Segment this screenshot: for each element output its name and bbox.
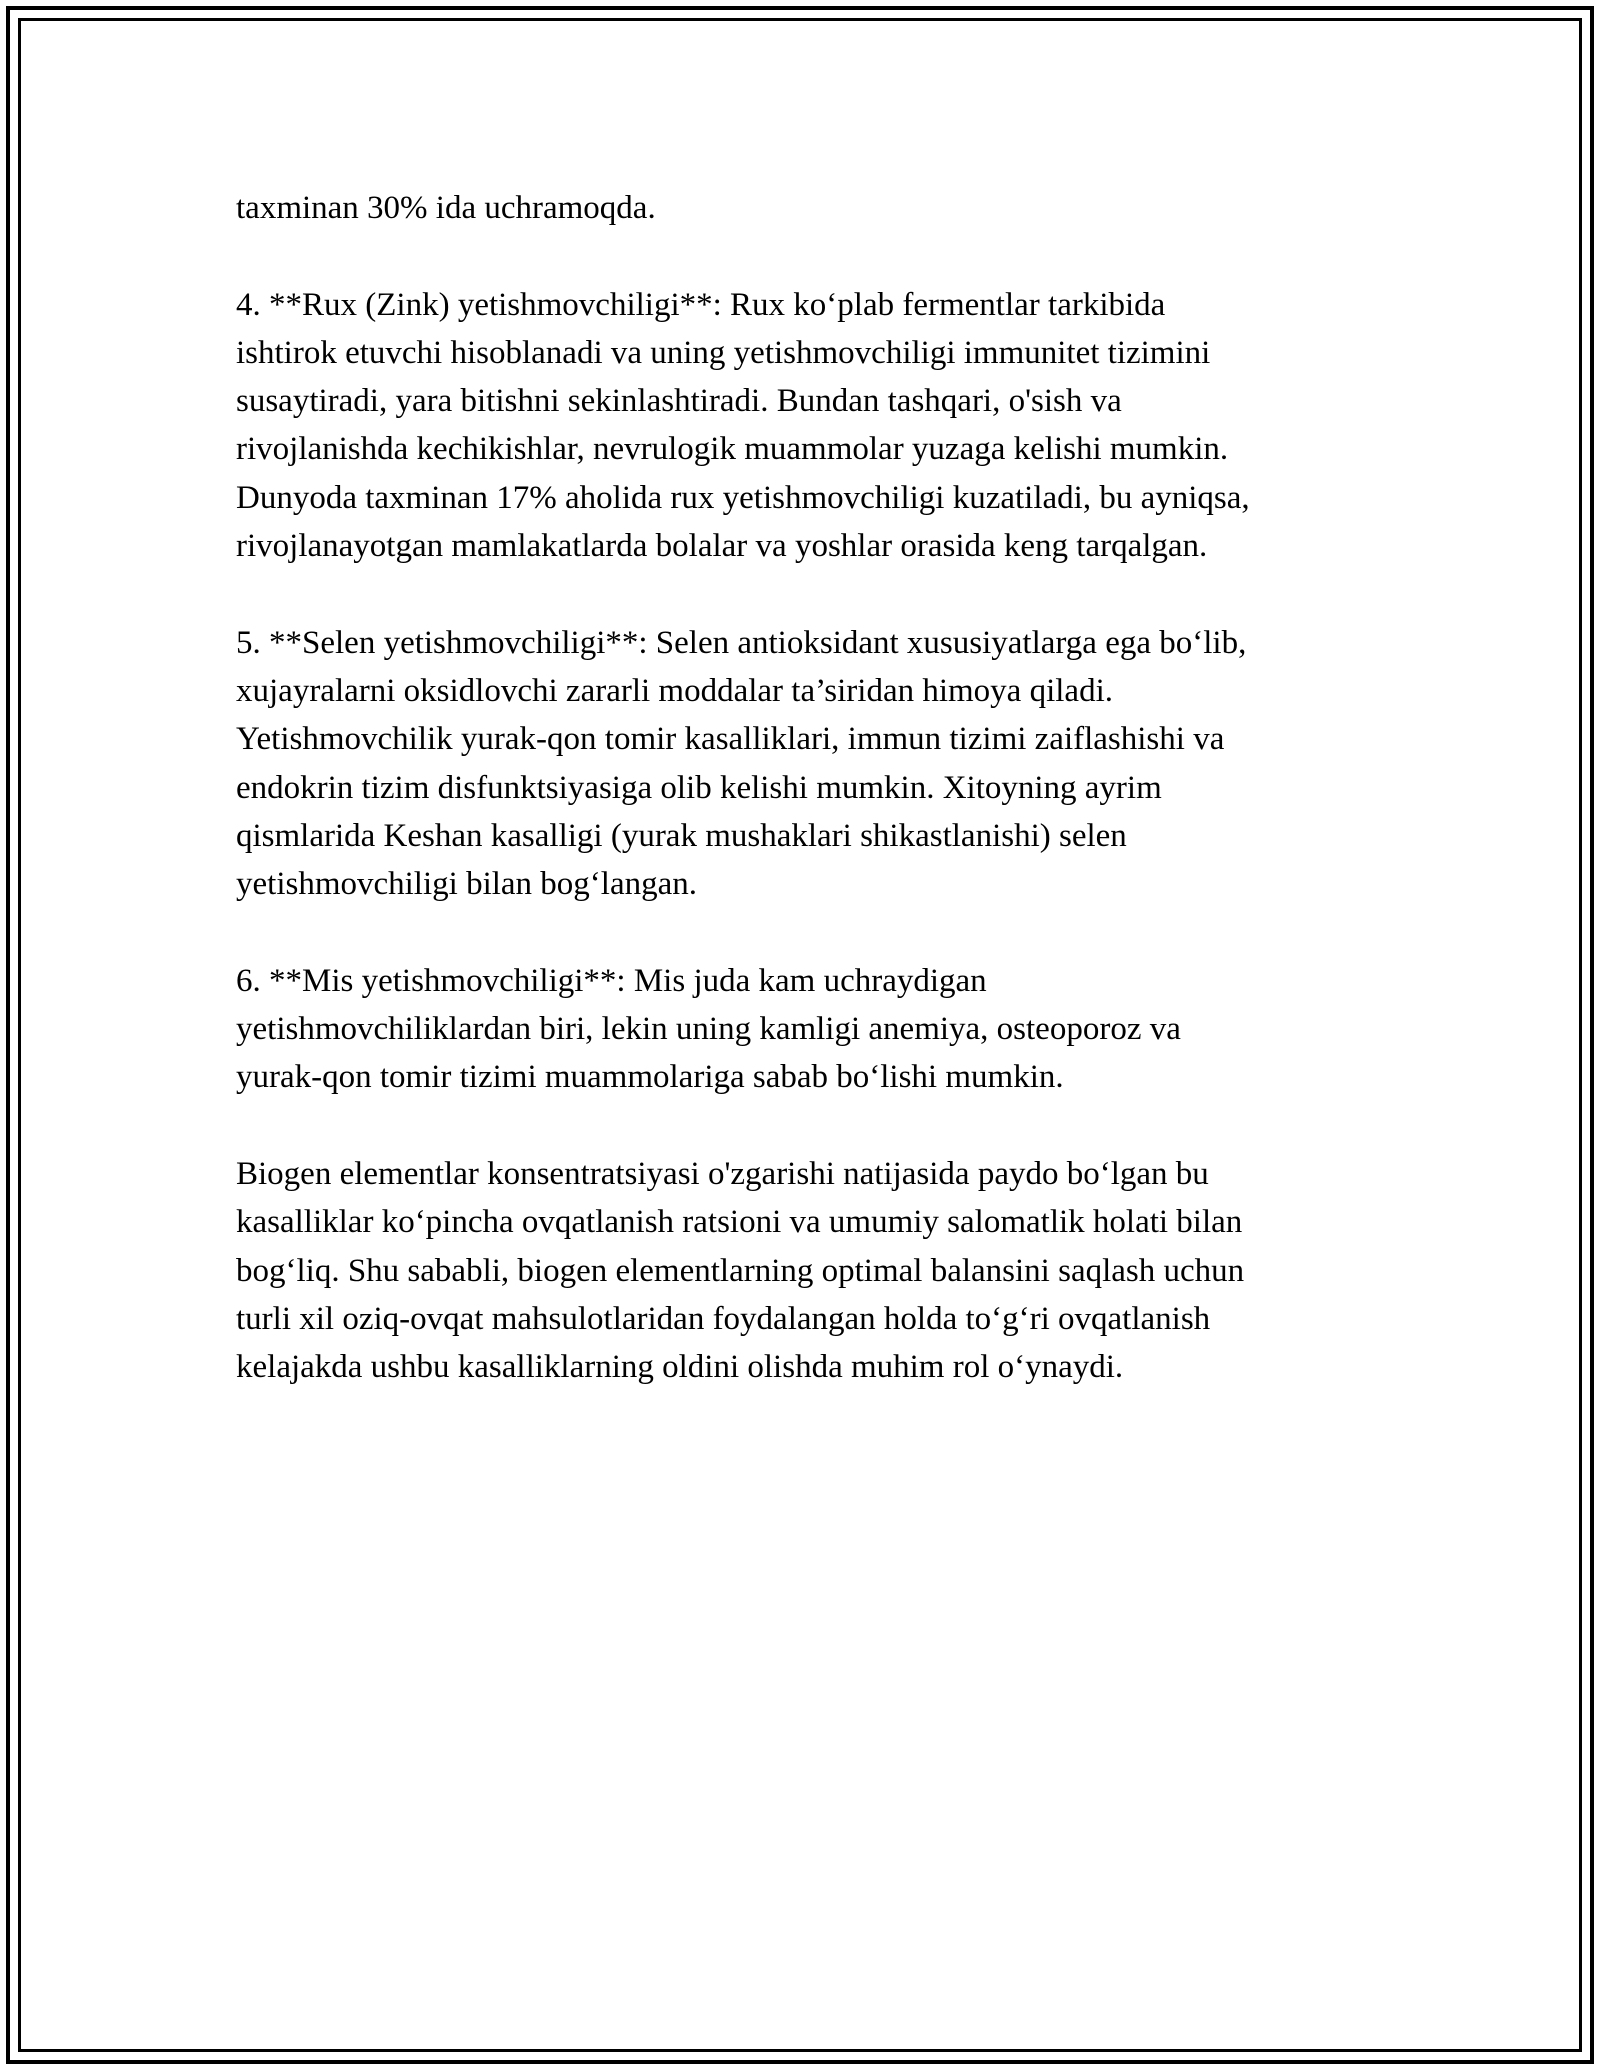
text-line: 6. **Mis yetishmovchiligi**: Mis juda kam uchraydigan — [236, 962, 987, 999]
text-line: susaytiradi, yara bitishni sekinlashtiradi. Bundan tashqari, o'sish va — [236, 383, 1122, 420]
text-line: Dunyoda taxminan 17% aholida rux yetishmovchiligi kuzatiladi, bu ayniqsa, — [236, 479, 1250, 516]
text-line: Biogen elementlar konsentratsiyasi o'zgarishi natijasida paydo bo‘lgan bu — [236, 1155, 1209, 1192]
text-line: taxminan 30% ida uchramoqda. — [236, 190, 656, 226]
text-line: qismlarida Keshan kasalligi (yurak mushaklari shikastlanishi) selen — [236, 817, 1127, 854]
text-line: Yetishmovchilik yurak-qon tomir kasalliklari, immun tizimi zaiflashishi va — [236, 721, 1225, 758]
text-line: yurak-qon tomir tizimi muammolariga sabab bo‘lishi mumkin. — [236, 1059, 1064, 1096]
text-line: kasalliklar ko‘pincha ovqatlanish ratsioni va umumiy salomatlik holati bilan — [236, 1204, 1243, 1241]
paragraph-conclusion — [236, 1150, 1386, 1391]
paragraph-zinc-deficiency — [236, 281, 1386, 571]
text-line: kelajakda ushbu kasalliklarning oldini olishda muhim rol o‘ynaydi. — [236, 1349, 1124, 1386]
text-line: ishtirok etuvchi hisoblanadi va uning yetishmovchiligi immunitet tizimini — [236, 334, 1211, 371]
text-line: rivojlanishda kechikishlar, nevrulogik muammolar yuzaga kelishi mumkin. — [236, 431, 1229, 468]
text-line: 5. **Selen yetishmovchiligi**: Selen antioksidant xususiyatlarga ega bo‘lib, — [236, 624, 1247, 661]
text-line: turli xil oziq-ovqat mahsulotlaridan foydalangan holda to‘g‘ri ovqatlanish — [236, 1300, 1211, 1337]
paragraph-copper-deficiency — [236, 957, 1386, 1102]
text-line: xujayralarni oksidlovchi zararli moddalar ta’siridan himoya qiladi. — [236, 672, 1113, 709]
paragraph-selenium-deficiency — [236, 619, 1386, 909]
paragraph-continuation — [236, 184, 1386, 232]
document-body — [236, 184, 1386, 1440]
text-line: yetishmovchiliklardan biri, lekin uning kamligi anemiya, osteoporoz va — [236, 1011, 1181, 1048]
text-line: bog‘liq. Shu sababli, biogen elementlarning optimal balansini saqlash uchun — [236, 1252, 1245, 1289]
text-line: endokrin tizim disfunktsiyasiga olib kelishi mumkin. Xitoyning ayrim — [236, 769, 1162, 806]
text-line: yetishmovchiligi bilan bog‘langan. — [236, 866, 698, 903]
text-line: 4. **Rux (Zink) yetishmovchiligi**: Rux ko‘plab fermentlar tarkibida — [236, 286, 1166, 323]
text-line: rivojlanayotgan mamlakatlarda bolalar va yoshlar orasida keng tarqalgan. — [236, 528, 1208, 565]
